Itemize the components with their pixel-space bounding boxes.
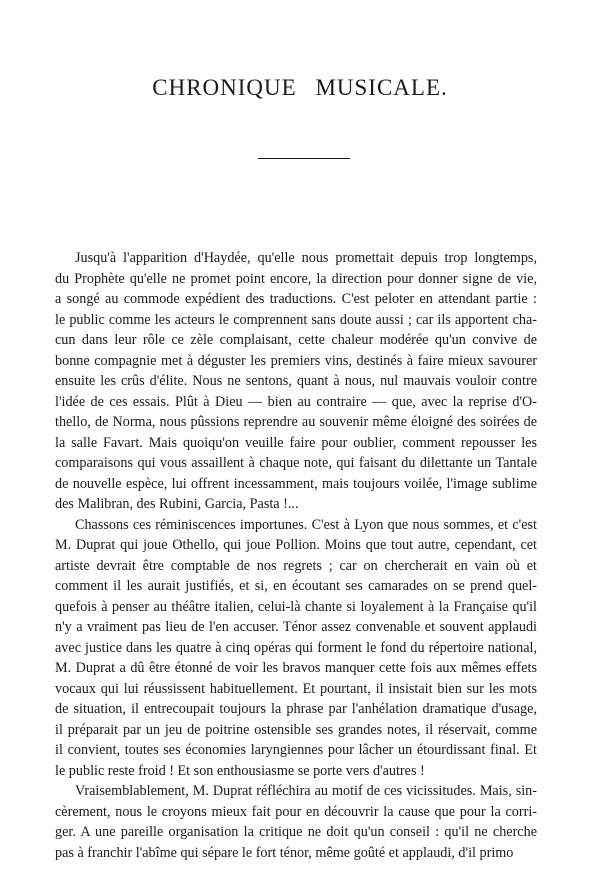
paragraph xyxy=(55,248,537,515)
text-line: M. Duprat a dû être étonné de voir les bravos manquer cette fois aux mêmes effets xyxy=(55,660,537,676)
text-line: quefois à penser au théâtre italien, celui-là chante si loyalement à la Française qu'il xyxy=(55,598,537,615)
text-line: l'idée de ces essais. Plût à Dieu — bien au contraire — que, avec la reprise d'O- xyxy=(55,393,537,410)
text-line: a songé au commode expédient des traductions. C'est peloter en attendant partie : xyxy=(55,291,537,307)
text-line: des Malibran, des Rubini, Garcia, Pasta !... xyxy=(55,496,299,512)
paragraph xyxy=(55,515,537,782)
article-body xyxy=(55,248,537,863)
title-divider xyxy=(258,158,350,159)
page-title: CHRONIQUE MUSICALE. xyxy=(152,75,448,101)
text-line: Jusqu'à l'apparition d'Haydée, qu'elle nous promettait depuis trop longtemps, xyxy=(75,250,537,266)
text-line: la salle Favart. Mais quoiqu'on veuille faire pour oublier, comment repousser les xyxy=(55,434,537,451)
text-line: M. Duprat qui joue Othello, qui joue Pollion. Moins que tout autre, cependant, cet xyxy=(55,537,537,553)
text-line: thello, de Norma, nous pûssions reprendre au souvenir même éloigné des soirées de xyxy=(55,414,537,430)
text-line: avec justice dans les quatre à cinq opéras qui forment le fond du répertoire national, xyxy=(55,639,537,656)
text-line: n'y a vraiment pas lieu de l'en accuser. Ténor assez convenable et souvent applaudi xyxy=(55,619,537,635)
text-line: bonne compagnie met à déguster les premiers vins, destinés à faire mieux savourer xyxy=(55,352,537,369)
text-line: Chassons ces réminiscences importunes. C'est à Lyon que nous sommes, et c'est xyxy=(75,516,537,533)
text-line: Vraisemblablement, M. Duprat réfléchira au motif de ces vicissitudes. Mais, sin- xyxy=(75,783,537,799)
text-line: de situation, il entrecoupait toujours la phrase par l'anhélation dramatique d'usage, xyxy=(55,701,537,717)
text-line: du Prophète qu'elle ne promet point encore, la direction pour donner signe de vie, xyxy=(55,270,537,287)
text-line: artiste devrait être comptable de nos regrets ; car on chercherait en vain où et xyxy=(55,557,537,574)
text-line: comment il les aurait justifiés, et si, en écoutant ses camarades on se prend quel- xyxy=(55,578,537,594)
text-line: ger. A une pareille organisation la critique ne doit qu'un conseil : qu'il ne cherche xyxy=(55,824,537,840)
text-line: de nouvelle espèce, lui offrent incessamment, mais toujours voilée, l'image sublime xyxy=(55,475,537,492)
text-line: cun dans leur rôle ce zèle complaisant, cette chaleur modérée qu'un convive de xyxy=(55,332,537,348)
text-line: cèrement, nous le croyons mieux fait pour en découvrir la cause que pour la corri- xyxy=(55,803,537,820)
text-line: le public reste froid ! Et son enthousiasme se porte vers d'autres ! xyxy=(55,762,425,779)
paragraph xyxy=(55,781,537,863)
text-line: ensuite les crûs d'élite. Nous ne sentons, quant à nous, nul mauvais vouloir contre xyxy=(55,373,537,389)
text-line: il préparait par un jeu de poitrine ostensible ses grandes notes, il réservait, comme xyxy=(55,721,537,738)
text-line: comparaisons qui vous assaillent à chaque note, qui faisant du dilettante un Tantale xyxy=(55,455,537,471)
text-line: le public comme les acteurs le comprennent sans doute aussi ; car ils apportent cha- xyxy=(55,311,537,328)
text-line: il convient, toutes ses économies laryngiennes pour lâcher un étourdissant final. Et xyxy=(55,742,537,758)
text-line: vocaux qui lui réussissent habituellement. Et pourtant, il insistait bien sur les mots xyxy=(55,680,537,697)
text-line: pas à franchir l'abîme qui sépare le fort ténor, même goûté et applaudi, d'il primo xyxy=(55,844,514,861)
